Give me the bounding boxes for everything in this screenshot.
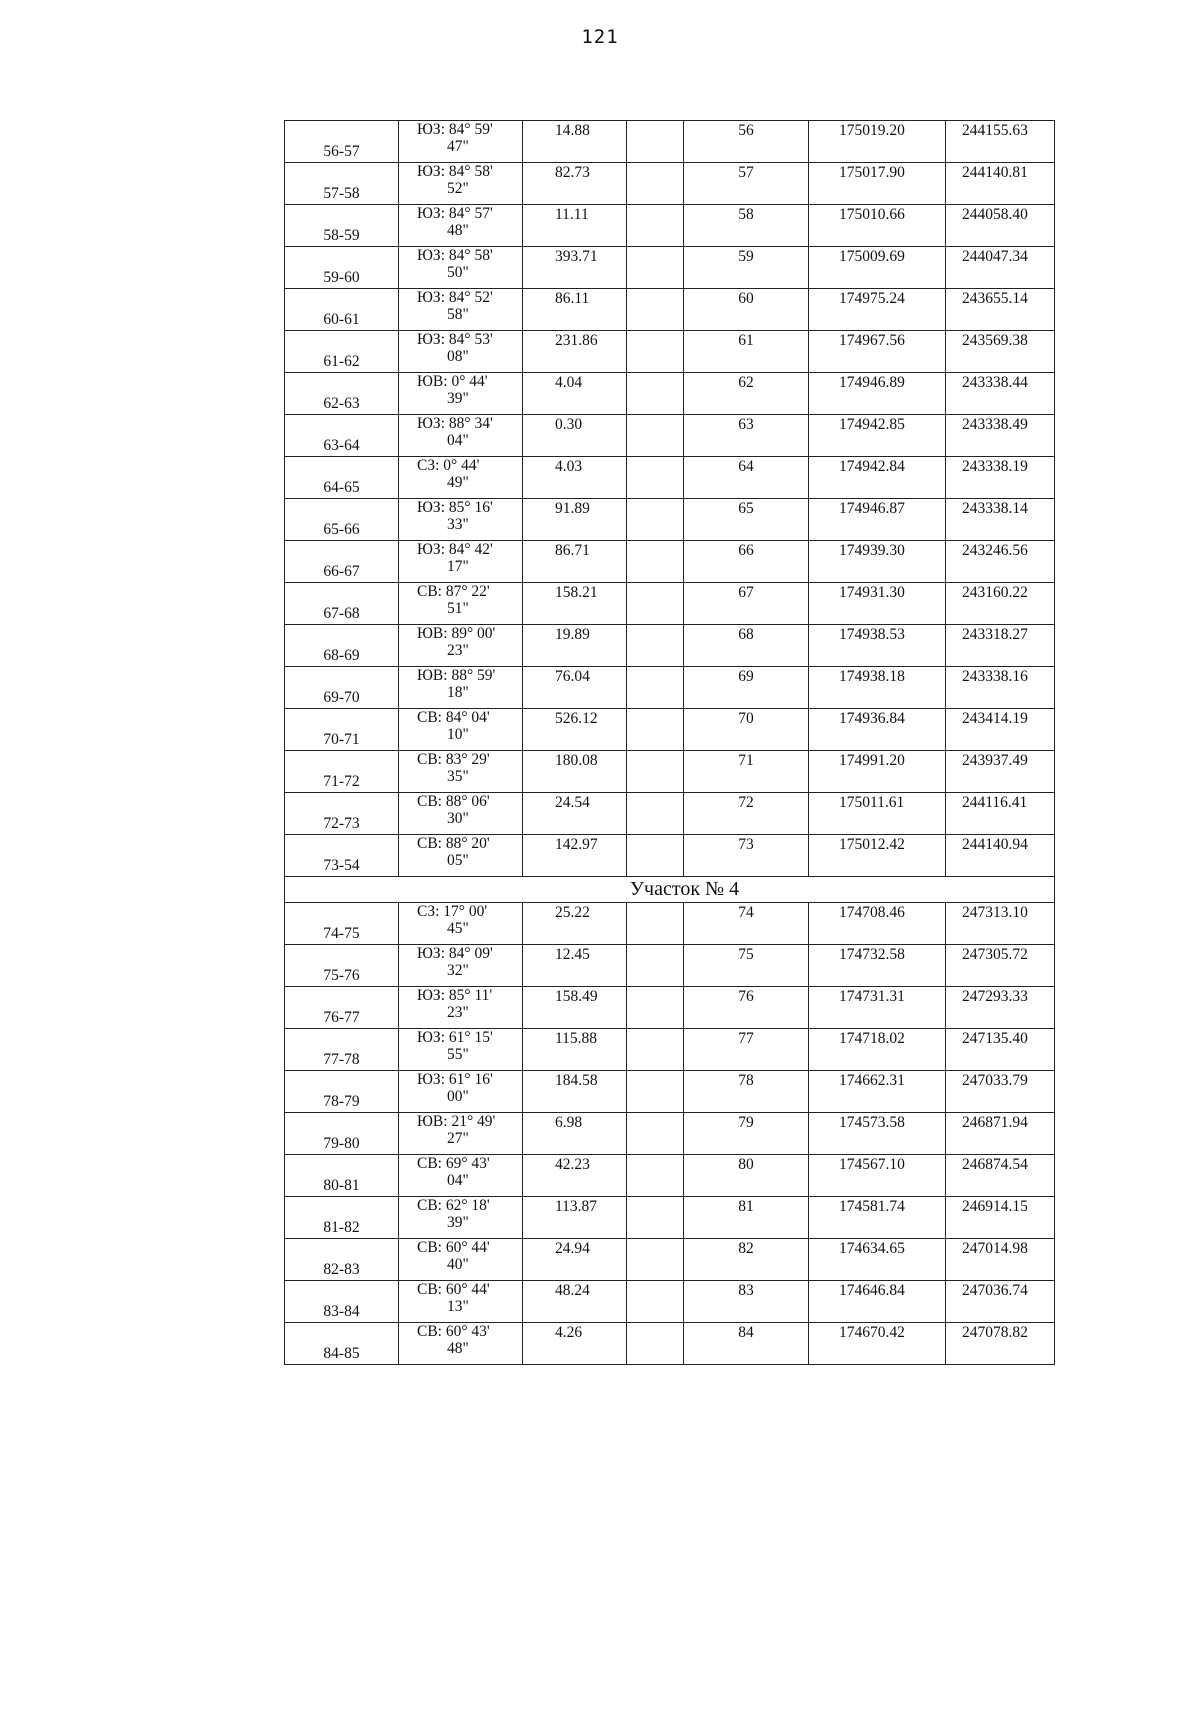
y-coordinate-cell: 243937.49 <box>946 751 1055 793</box>
table-row <box>285 457 1055 499</box>
bearing-seconds: 10" <box>447 726 469 743</box>
bearing-seconds: 04" <box>447 432 469 449</box>
empty-cell <box>627 1323 684 1365</box>
length-cell: 86.71 <box>523 541 627 583</box>
x-coordinate-cell: 174939.30 <box>809 541 946 583</box>
bearing-cell <box>399 793 523 835</box>
table-row <box>285 1323 1055 1365</box>
y-coordinate-cell: 244047.34 <box>946 247 1055 289</box>
segment-cell: 71-72 <box>285 751 399 793</box>
empty-cell <box>627 1071 684 1113</box>
point-cell: 70 <box>684 709 809 751</box>
length-cell: 158.49 <box>523 987 627 1029</box>
point-cell: 65 <box>684 499 809 541</box>
x-coordinate-cell: 174942.85 <box>809 415 946 457</box>
empty-cell <box>627 751 684 793</box>
empty-cell <box>627 163 684 205</box>
y-coordinate-cell: 243338.49 <box>946 415 1055 457</box>
bearing-cell <box>399 121 523 163</box>
segment-cell: 57-58 <box>285 163 399 205</box>
point-cell: 74 <box>684 903 809 945</box>
empty-cell <box>627 709 684 751</box>
bearing-degrees: ЮВ: 89° 00' <box>417 625 496 642</box>
empty-cell <box>627 793 684 835</box>
bearing-cell <box>399 541 523 583</box>
table-row <box>285 163 1055 205</box>
y-coordinate-cell: 247078.82 <box>946 1323 1055 1365</box>
bearing-degrees: ЮВ: 88° 59' <box>417 667 496 684</box>
table-row <box>285 1281 1055 1323</box>
table-row <box>285 903 1055 945</box>
point-cell: 80 <box>684 1155 809 1197</box>
table-row <box>285 945 1055 987</box>
length-cell: 184.58 <box>523 1071 627 1113</box>
length-cell: 393.71 <box>523 247 627 289</box>
segment-cell: 59-60 <box>285 247 399 289</box>
x-coordinate-cell: 174646.84 <box>809 1281 946 1323</box>
bearing-seconds: 47" <box>447 138 469 155</box>
y-coordinate-cell: 246914.15 <box>946 1197 1055 1239</box>
segment-cell: 67-68 <box>285 583 399 625</box>
x-coordinate-cell: 174567.10 <box>809 1155 946 1197</box>
table-row <box>285 625 1055 667</box>
table-row <box>285 1029 1055 1071</box>
segment-cell: 72-73 <box>285 793 399 835</box>
empty-cell <box>627 1113 684 1155</box>
table-row <box>285 289 1055 331</box>
bearing-cell <box>399 163 523 205</box>
y-coordinate-cell: 243338.19 <box>946 457 1055 499</box>
length-cell: 91.89 <box>523 499 627 541</box>
bearing-seconds: 05" <box>447 852 469 869</box>
segment-cell: 74-75 <box>285 903 399 945</box>
empty-cell <box>627 583 684 625</box>
empty-cell <box>627 835 684 877</box>
length-cell: 82.73 <box>523 163 627 205</box>
point-cell: 82 <box>684 1239 809 1281</box>
bearing-cell <box>399 331 523 373</box>
bearing-degrees: ЮЗ: 84° 57' <box>417 205 493 222</box>
table-row <box>285 1155 1055 1197</box>
empty-cell <box>627 945 684 987</box>
length-cell: 24.94 <box>523 1239 627 1281</box>
point-cell: 83 <box>684 1281 809 1323</box>
y-coordinate-cell: 243569.38 <box>946 331 1055 373</box>
length-cell: 231.86 <box>523 331 627 373</box>
empty-cell <box>627 247 684 289</box>
table-row <box>285 331 1055 373</box>
empty-cell <box>627 1239 684 1281</box>
segment-cell: 56-57 <box>285 121 399 163</box>
x-coordinate-cell: 174731.31 <box>809 987 946 1029</box>
segment-cell: 65-66 <box>285 499 399 541</box>
x-coordinate-cell: 174573.58 <box>809 1113 946 1155</box>
x-coordinate-cell: 174662.31 <box>809 1071 946 1113</box>
segment-cell: 84-85 <box>285 1323 399 1365</box>
empty-cell <box>627 331 684 373</box>
bearing-cell <box>399 583 523 625</box>
segment-cell: 66-67 <box>285 541 399 583</box>
segment-cell: 62-63 <box>285 373 399 415</box>
length-cell: 86.11 <box>523 289 627 331</box>
segment-cell: 58-59 <box>285 205 399 247</box>
bearing-seconds: 08" <box>447 348 469 365</box>
bearing-seconds: 32" <box>447 962 469 979</box>
length-cell: 76.04 <box>523 667 627 709</box>
empty-cell <box>627 415 684 457</box>
x-coordinate-cell: 174718.02 <box>809 1029 946 1071</box>
segment-cell: 78-79 <box>285 1071 399 1113</box>
bearing-degrees: ЮВ: 0° 44' <box>417 373 488 390</box>
bearing-seconds: 30" <box>447 810 469 827</box>
length-cell: 526.12 <box>523 709 627 751</box>
table-row <box>285 247 1055 289</box>
empty-cell <box>627 121 684 163</box>
point-cell: 66 <box>684 541 809 583</box>
point-cell: 77 <box>684 1029 809 1071</box>
bearing-cell <box>399 1155 523 1197</box>
coordinates-table <box>284 120 1055 1365</box>
y-coordinate-cell: 246871.94 <box>946 1113 1055 1155</box>
segment-cell: 60-61 <box>285 289 399 331</box>
x-coordinate-cell: 174946.89 <box>809 373 946 415</box>
section-header-row <box>285 877 1055 903</box>
length-cell: 113.87 <box>523 1197 627 1239</box>
table-row <box>285 121 1055 163</box>
bearing-seconds: 18" <box>447 684 469 701</box>
segment-cell: 75-76 <box>285 945 399 987</box>
bearing-degrees: СВ: 83° 29' <box>417 751 490 768</box>
bearing-seconds: 27" <box>447 1130 469 1147</box>
x-coordinate-cell: 175009.69 <box>809 247 946 289</box>
point-cell: 69 <box>684 667 809 709</box>
segment-cell: 69-70 <box>285 667 399 709</box>
empty-cell <box>627 499 684 541</box>
bearing-degrees: СВ: 60° 44' <box>417 1239 490 1256</box>
segment-cell: 68-69 <box>285 625 399 667</box>
point-cell: 58 <box>684 205 809 247</box>
table-row <box>285 709 1055 751</box>
segment-cell: 64-65 <box>285 457 399 499</box>
length-cell: 11.11 <box>523 205 627 247</box>
length-cell: 4.26 <box>523 1323 627 1365</box>
bearing-degrees: ЮЗ: 84° 09' <box>417 945 493 962</box>
x-coordinate-cell: 174946.87 <box>809 499 946 541</box>
x-coordinate-cell: 174936.84 <box>809 709 946 751</box>
table-body-before <box>285 121 1055 877</box>
bearing-cell <box>399 373 523 415</box>
bearing-cell <box>399 751 523 793</box>
bearing-cell <box>399 625 523 667</box>
table-row <box>285 835 1055 877</box>
x-coordinate-cell: 174967.56 <box>809 331 946 373</box>
length-cell: 142.97 <box>523 835 627 877</box>
point-cell: 73 <box>684 835 809 877</box>
bearing-cell <box>399 1281 523 1323</box>
bearing-seconds: 23" <box>447 642 469 659</box>
bearing-cell <box>399 1197 523 1239</box>
bearing-degrees: СВ: 60° 43' <box>417 1323 490 1340</box>
y-coordinate-cell: 247014.98 <box>946 1239 1055 1281</box>
table-row <box>285 667 1055 709</box>
segment-cell: 70-71 <box>285 709 399 751</box>
y-coordinate-cell: 244058.40 <box>946 205 1055 247</box>
bearing-cell <box>399 835 523 877</box>
point-cell: 71 <box>684 751 809 793</box>
point-cell: 63 <box>684 415 809 457</box>
bearing-degrees: СВ: 88° 20' <box>417 835 490 852</box>
x-coordinate-cell: 174634.65 <box>809 1239 946 1281</box>
empty-cell <box>627 541 684 583</box>
empty-cell <box>627 625 684 667</box>
x-coordinate-cell: 174670.42 <box>809 1323 946 1365</box>
point-cell: 78 <box>684 1071 809 1113</box>
bearing-seconds: 55" <box>447 1046 469 1063</box>
y-coordinate-cell: 243246.56 <box>946 541 1055 583</box>
x-coordinate-cell: 174732.58 <box>809 945 946 987</box>
point-cell: 72 <box>684 793 809 835</box>
bearing-cell <box>399 945 523 987</box>
bearing-seconds: 04" <box>447 1172 469 1189</box>
length-cell: 25.22 <box>523 903 627 945</box>
segment-cell: 81-82 <box>285 1197 399 1239</box>
point-cell: 61 <box>684 331 809 373</box>
segment-cell: 77-78 <box>285 1029 399 1071</box>
bearing-seconds: 33" <box>447 516 469 533</box>
x-coordinate-cell: 175011.61 <box>809 793 946 835</box>
table-body-after <box>285 903 1055 1365</box>
bearing-degrees: СЗ: 17° 00' <box>417 903 488 920</box>
bearing-seconds: 35" <box>447 768 469 785</box>
point-cell: 60 <box>684 289 809 331</box>
segment-cell: 79-80 <box>285 1113 399 1155</box>
section-title: Участок № 4 <box>285 877 1055 903</box>
y-coordinate-cell: 243655.14 <box>946 289 1055 331</box>
bearing-degrees: ЮЗ: 61° 16' <box>417 1071 493 1088</box>
segment-cell: 63-64 <box>285 415 399 457</box>
bearing-cell <box>399 289 523 331</box>
point-cell: 56 <box>684 121 809 163</box>
length-cell: 48.24 <box>523 1281 627 1323</box>
y-coordinate-cell: 244140.81 <box>946 163 1055 205</box>
bearing-seconds: 58" <box>447 306 469 323</box>
table-row <box>285 1071 1055 1113</box>
bearing-cell <box>399 1071 523 1113</box>
bearing-seconds: 48" <box>447 1340 469 1357</box>
x-coordinate-cell: 174975.24 <box>809 289 946 331</box>
empty-cell <box>627 373 684 415</box>
length-cell: 4.04 <box>523 373 627 415</box>
bearing-cell <box>399 987 523 1029</box>
bearing-cell <box>399 1113 523 1155</box>
table-row <box>285 1239 1055 1281</box>
bearing-degrees: ЮЗ: 84° 53' <box>417 331 493 348</box>
bearing-cell <box>399 247 523 289</box>
empty-cell <box>627 987 684 1029</box>
point-cell: 62 <box>684 373 809 415</box>
bearing-degrees: СВ: 84° 04' <box>417 709 490 726</box>
y-coordinate-cell: 243160.22 <box>946 583 1055 625</box>
empty-cell <box>627 1281 684 1323</box>
y-coordinate-cell: 243338.16 <box>946 667 1055 709</box>
section-header-body <box>285 877 1055 903</box>
bearing-seconds: 48" <box>447 222 469 239</box>
bearing-seconds: 13" <box>447 1298 469 1315</box>
y-coordinate-cell: 247313.10 <box>946 903 1055 945</box>
x-coordinate-cell: 174942.84 <box>809 457 946 499</box>
x-coordinate-cell: 174938.18 <box>809 667 946 709</box>
y-coordinate-cell: 247135.40 <box>946 1029 1055 1071</box>
y-coordinate-cell: 247036.74 <box>946 1281 1055 1323</box>
table-row <box>285 987 1055 1029</box>
bearing-seconds: 39" <box>447 1214 469 1231</box>
bearing-cell <box>399 415 523 457</box>
table-row <box>285 541 1055 583</box>
point-cell: 79 <box>684 1113 809 1155</box>
table-row <box>285 373 1055 415</box>
segment-cell: 83-84 <box>285 1281 399 1323</box>
bearing-cell <box>399 709 523 751</box>
empty-cell <box>627 289 684 331</box>
length-cell: 0.30 <box>523 415 627 457</box>
bearing-degrees: ЮВ: 21° 49' <box>417 1113 496 1130</box>
y-coordinate-cell: 243338.44 <box>946 373 1055 415</box>
bearing-seconds: 17" <box>447 558 469 575</box>
bearing-seconds: 52" <box>447 180 469 197</box>
empty-cell <box>627 205 684 247</box>
y-coordinate-cell: 247293.33 <box>946 987 1055 1029</box>
bearing-seconds: 23" <box>447 1004 469 1021</box>
bearing-seconds: 40" <box>447 1256 469 1273</box>
empty-cell <box>627 1197 684 1239</box>
bearing-seconds: 00" <box>447 1088 469 1105</box>
x-coordinate-cell: 175010.66 <box>809 205 946 247</box>
length-cell: 6.98 <box>523 1113 627 1155</box>
segment-cell: 73-54 <box>285 835 399 877</box>
bearing-cell <box>399 1029 523 1071</box>
bearing-cell <box>399 499 523 541</box>
bearing-degrees: ЮЗ: 84° 52' <box>417 289 493 306</box>
empty-cell <box>627 457 684 499</box>
bearing-cell <box>399 205 523 247</box>
length-cell: 19.89 <box>523 625 627 667</box>
table-row <box>285 793 1055 835</box>
segment-cell: 76-77 <box>285 987 399 1029</box>
y-coordinate-cell: 244140.94 <box>946 835 1055 877</box>
point-cell: 68 <box>684 625 809 667</box>
table-row <box>285 205 1055 247</box>
bearing-degrees: ЮЗ: 85° 11' <box>417 987 493 1004</box>
point-cell: 67 <box>684 583 809 625</box>
page-number: 121 <box>581 26 619 48</box>
point-cell: 81 <box>684 1197 809 1239</box>
empty-cell <box>627 1029 684 1071</box>
segment-cell: 82-83 <box>285 1239 399 1281</box>
bearing-degrees: СВ: 87° 22' <box>417 583 490 600</box>
empty-cell <box>627 667 684 709</box>
table-row <box>285 1197 1055 1239</box>
x-coordinate-cell: 175012.42 <box>809 835 946 877</box>
segment-cell: 61-62 <box>285 331 399 373</box>
length-cell: 4.03 <box>523 457 627 499</box>
y-coordinate-cell: 244155.63 <box>946 121 1055 163</box>
x-coordinate-cell: 174581.74 <box>809 1197 946 1239</box>
point-cell: 76 <box>684 987 809 1029</box>
bearing-seconds: 50" <box>447 264 469 281</box>
bearing-degrees: ЮЗ: 84° 58' <box>417 247 493 264</box>
length-cell: 180.08 <box>523 751 627 793</box>
point-cell: 75 <box>684 945 809 987</box>
point-cell: 64 <box>684 457 809 499</box>
bearing-cell <box>399 1323 523 1365</box>
empty-cell <box>627 1155 684 1197</box>
length-cell: 12.45 <box>523 945 627 987</box>
bearing-seconds: 45" <box>447 920 469 937</box>
bearing-seconds: 51" <box>447 600 469 617</box>
table-row <box>285 499 1055 541</box>
bearing-degrees: СВ: 88° 06' <box>417 793 490 810</box>
x-coordinate-cell: 174938.53 <box>809 625 946 667</box>
bearing-degrees: СЗ: 0° 44' <box>417 457 480 474</box>
x-coordinate-cell: 174991.20 <box>809 751 946 793</box>
length-cell: 42.23 <box>523 1155 627 1197</box>
x-coordinate-cell: 175019.20 <box>809 121 946 163</box>
x-coordinate-cell: 175017.90 <box>809 163 946 205</box>
y-coordinate-cell: 243338.14 <box>946 499 1055 541</box>
length-cell: 115.88 <box>523 1029 627 1071</box>
empty-cell <box>627 903 684 945</box>
bearing-degrees: ЮЗ: 84° 58' <box>417 163 493 180</box>
x-coordinate-cell: 174708.46 <box>809 903 946 945</box>
table-row <box>285 1113 1055 1155</box>
point-cell: 59 <box>684 247 809 289</box>
bearing-degrees: ЮЗ: 88° 34' <box>417 415 493 432</box>
bearing-seconds: 49" <box>447 474 469 491</box>
length-cell: 158.21 <box>523 583 627 625</box>
bearing-degrees: ЮЗ: 61° 15' <box>417 1029 493 1046</box>
bearing-seconds: 39" <box>447 390 469 407</box>
bearing-degrees: ЮЗ: 84° 59' <box>417 121 493 138</box>
table-row <box>285 751 1055 793</box>
y-coordinate-cell: 244116.41 <box>946 793 1055 835</box>
segment-cell: 80-81 <box>285 1155 399 1197</box>
table-row <box>285 415 1055 457</box>
bearing-degrees: СВ: 69° 43' <box>417 1155 490 1172</box>
length-cell: 24.54 <box>523 793 627 835</box>
length-cell: 14.88 <box>523 121 627 163</box>
bearing-cell <box>399 1239 523 1281</box>
bearing-degrees: ЮЗ: 85° 16' <box>417 499 493 516</box>
bearing-degrees: СВ: 62° 18' <box>417 1197 490 1214</box>
bearing-degrees: СВ: 60° 44' <box>417 1281 490 1298</box>
y-coordinate-cell: 243414.19 <box>946 709 1055 751</box>
bearing-cell <box>399 903 523 945</box>
bearing-cell <box>399 667 523 709</box>
bearing-degrees: ЮЗ: 84° 42' <box>417 541 493 558</box>
point-cell: 84 <box>684 1323 809 1365</box>
point-cell: 57 <box>684 163 809 205</box>
y-coordinate-cell: 246874.54 <box>946 1155 1055 1197</box>
y-coordinate-cell: 247305.72 <box>946 945 1055 987</box>
table-row <box>285 583 1055 625</box>
x-coordinate-cell: 174931.30 <box>809 583 946 625</box>
bearing-cell <box>399 457 523 499</box>
y-coordinate-cell: 247033.79 <box>946 1071 1055 1113</box>
y-coordinate-cell: 243318.27 <box>946 625 1055 667</box>
